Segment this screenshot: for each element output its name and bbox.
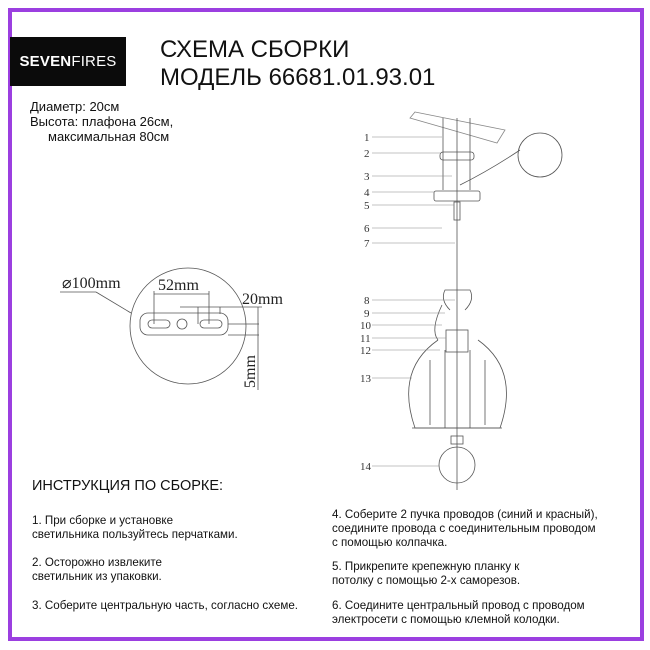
step-line: потолку с помощью 2-х саморезов. [332,574,521,587]
part-number: 2 [364,148,370,160]
part-number: 7 [364,238,370,250]
step-line: 4. Соберите 2 пучка проводов (синий и красный), [332,508,598,521]
step-line: электросети с помощью клемной колодки. [332,613,560,626]
part-number: 5 [364,200,370,212]
logo-light-text: FIRES [71,53,117,70]
spec-max-height: максимальная 80см [48,129,170,144]
instruction-step-3 [32,599,298,613]
part-number: 6 [364,223,370,235]
instruction-step-5 [332,560,520,588]
dim-diameter: ⌀100mm [62,275,121,292]
part-number: 3 [364,171,370,183]
dim-offset: 20mm [242,291,283,308]
part-number: 13 [360,373,371,385]
lamp-exploded-view [409,112,562,490]
part-number: 1 [364,132,370,144]
mounting-bar [140,313,228,335]
logo-bold-text: SEVEN [19,53,72,70]
part-number: 9 [364,308,370,320]
step-line: 1. При сборке и установке [32,514,174,527]
part-number: 12 [360,345,371,357]
step-line: 5. Прикрепите крепежную планку к [332,560,520,573]
part-leader-lines [372,137,455,466]
model-title: МОДЕЛЬ 66681.01.93.01 [160,64,436,91]
part-number: 11 [360,333,371,345]
step-line: светильник из упаковки. [32,570,162,583]
part-number: 10 [360,320,371,332]
instruction-step-1 [32,514,238,542]
instruction-step-4 [332,508,598,550]
step-line: 2. Осторожно извлеките [32,556,162,569]
dim-spacing: 52mm [158,277,199,294]
step-line: соедините провода с соединительным проводом [332,522,596,535]
step-line: 6. Соедините центральный провод с проводом [332,599,585,612]
step-line: 3. Соберите центральную часть, согласно схеме. [32,599,298,612]
instructions-heading: ИНСТРУКЦИЯ ПО СБОРКЕ: [32,478,224,494]
part-numbers [360,132,372,473]
step-line: светильника пользуйтесь перчатками. [32,528,238,541]
dim-thickness: 5mm [242,355,259,388]
spec-height: Высота: плафона 26см, [30,114,174,129]
instruction-step-2 [32,556,162,584]
step-line: с помощью колпачка. [332,536,448,549]
page-title: СХЕМА СБОРКИ [160,36,350,63]
part-number: 4 [364,187,370,199]
instruction-step-6 [332,599,585,627]
part-number: 8 [364,295,370,307]
spec-diameter: Диаметр: 20см [30,99,120,114]
part-number: 14 [360,461,371,473]
